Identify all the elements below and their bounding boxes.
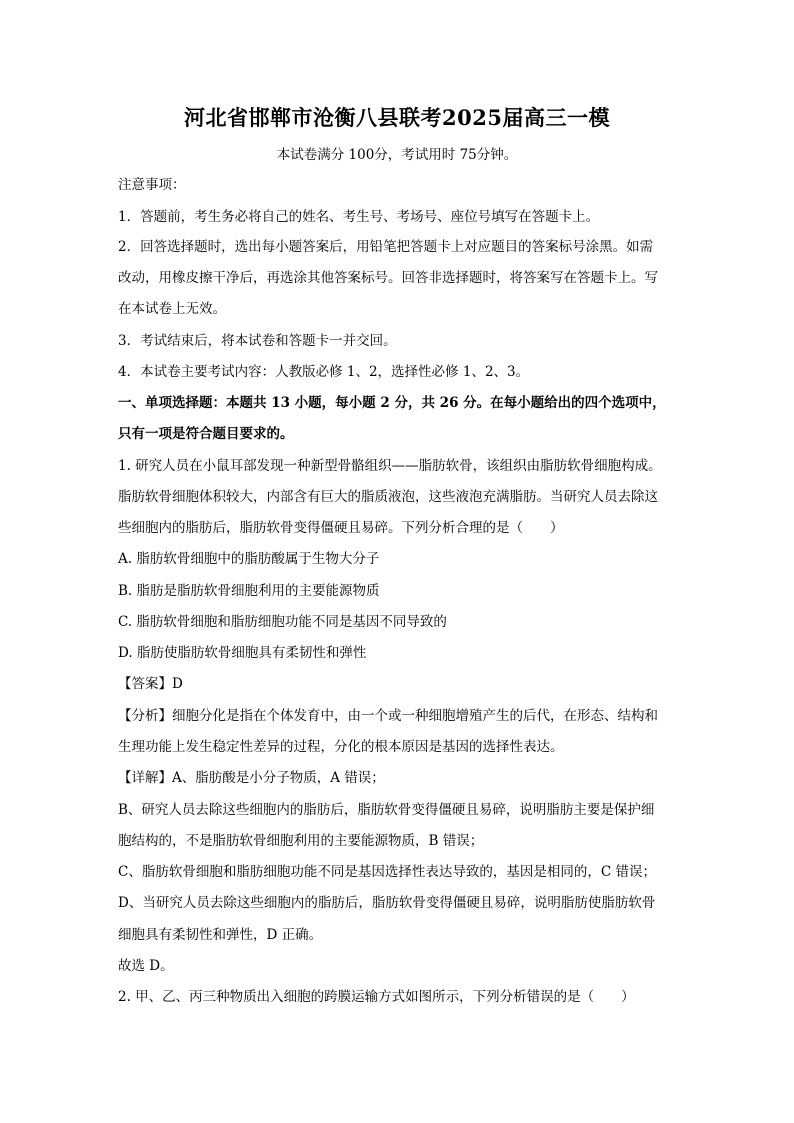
notice-heading: 注意事项：	[118, 177, 186, 193]
question-1-detail-b-line-1: B、研究人员去除这些细胞内的脂肪后，脂肪软骨变得僵硬且易碎，说明脂肪主要是保护细	[118, 802, 655, 818]
question-1-detail-d-line-1: D、当研究人员去除这些细胞内的脂肪后，脂肪软骨变得僵硬且易碎，说明脂肪使脂肪软骨	[118, 895, 656, 911]
notice-item-3: 3．考试结束后，将本试卷和答题卡一并交回。	[118, 333, 397, 349]
page-title: 河北省邯郸市沧衡八县联考2025届高三一模	[184, 105, 610, 130]
question-1-stem-line-3: 些细胞内的脂肪后，脂肪软骨变得僵硬且易碎。下列分析合理的是（ ）	[118, 520, 564, 536]
question-1-detail-d-line-2: 细胞具有柔韧性和弹性，D 正确。	[118, 927, 323, 943]
notice-item-2-line-3: 在本试卷上无效。	[118, 301, 226, 317]
question-1-stem-line-2: 脂肪软骨细胞体积较大，内部含有巨大的脂质液泡，这些液泡充满脂肪。当研究人员去除这	[118, 489, 658, 505]
question-1-analysis-line-2: 生理功能上发生稳定性差异的过程，分化的根本原因是基因的选择性表达。	[118, 739, 564, 755]
question-1-option-c: C. 脂肪软骨细胞和脂肪细胞功能不同是基因不同导致的	[118, 614, 447, 630]
question-2-stem: 2. 甲、乙、丙三种物质出入细胞的跨膜运输方式如图所示，下列分析错误的是（ ）	[118, 989, 635, 1005]
question-1-analysis-line-1: 【分析】细胞分化是指在个体发育中，由一个或一种细胞增殖产生的后代，在形态、结构和	[118, 708, 658, 724]
exam-instructions-subtitle: 本试卷满分 100分，考试用时 75分钟。	[276, 147, 518, 163]
section-heading-line-2: 只有一项是符合题目要求的。	[118, 426, 294, 442]
question-1-stem-line-1: 1. 研究人员在小鼠耳部发现一种新型骨骼组织——脂肪软骨，该组织由脂肪软骨细胞构成。	[118, 458, 662, 474]
section-heading-line-1: 一、单项选择题：本题共 13 小题，每小题 2 分，共 26 分。在每小题给出的四个选项中，	[118, 395, 666, 411]
question-1-conclusion: 故选 D。	[118, 958, 174, 974]
notice-item-4: 4．本试卷主要考试内容：人教版必修 1、2，选择性必修 1、2、3。	[118, 364, 530, 380]
question-1-option-d: D. 脂肪使脂肪软骨细胞具有柔韧性和弹性	[118, 645, 367, 661]
notice-item-2-line-1: 2．回答选择题时，选出每小题答案后，用铅笔把答题卡上对应题目的答案标号涂黑。如需	[118, 239, 654, 255]
question-1-option-a: A. 脂肪软骨细胞中的脂肪酸属于生物大分子	[118, 551, 380, 567]
question-1-answer: 【答案】D	[118, 676, 183, 692]
question-1-detail-b-line-2: 胞结构的，不是脂肪软骨细胞利用的主要能源物质，B 错误；	[118, 833, 484, 849]
notice-item-1: 1．答题前，考生务必将自己的姓名、考生号、考场号、座位号填写在答题卡上。	[118, 209, 600, 225]
question-1-option-b: B. 脂肪是脂肪软骨细胞利用的主要能源物质	[118, 583, 380, 599]
question-1-detail-a: 【详解】A、脂肪酸是小分子物质，A 错误；	[118, 770, 385, 786]
question-1-detail-c: C、脂肪软骨细胞和脂肪细胞功能不同是基因选择性表达导致的，基因是相同的，C 错误；	[118, 864, 656, 880]
notice-item-2-line-2: 改动，用橡皮擦干净后，再选涂其他答案标号。回答非选择题时，将答案写在答题卡上。写	[118, 270, 658, 286]
